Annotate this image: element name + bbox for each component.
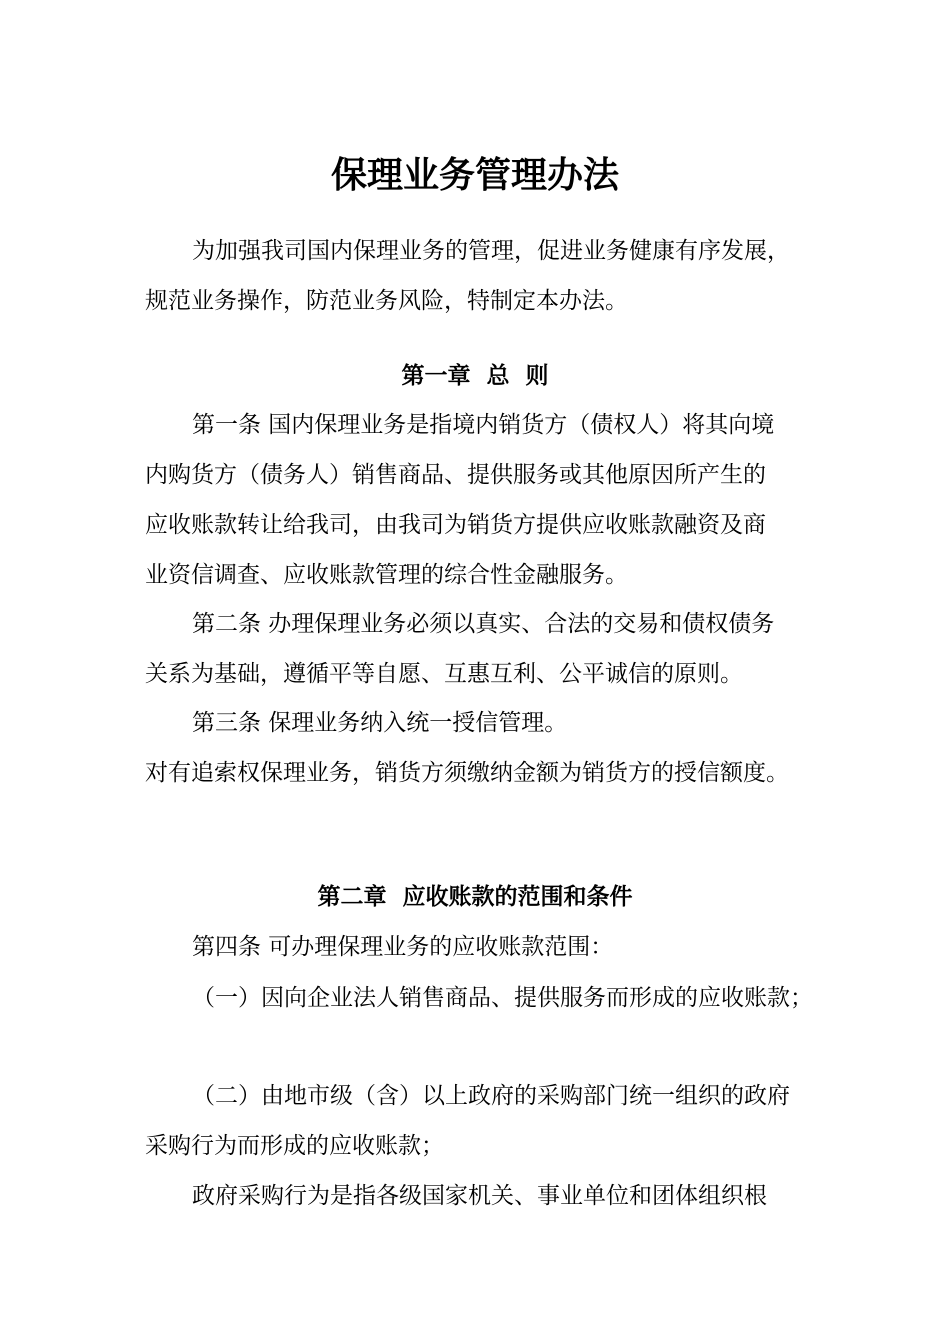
item1-line: （一）因向企业法人销售商品、提供服务而形成的应收账款； (192, 985, 813, 1011)
preamble-line-2: 规范业务操作，防范业务风险，特制定本办法。 (145, 288, 628, 314)
item2-line-2: 采购行为而形成的应收账款； (145, 1133, 444, 1159)
article1-line-4: 业资信调查、应收账款管理的综合性金融服务。 (145, 562, 628, 588)
article1-line-3: 应收账款转让给我司，由我司为销货方提供应收账款融资及商 (145, 512, 766, 538)
article2-line-1: 第二条 办理保理业务必须以真实、合法的交易和债权债务 (192, 611, 775, 637)
item2-line-1: （二）由地市级（含）以上政府的采购部门统一组织的政府 (192, 1083, 790, 1109)
chapter1-heading: 第一章 总 则 (401, 362, 549, 389)
preamble-line-1: 为加强我司国内保理业务的管理，促进业务健康有序发展， (192, 238, 790, 264)
gov-procurement-line: 政府采购行为是指各级国家机关、事业单位和团体组织根 (192, 1183, 767, 1209)
article3-note-line: 对有追索权保理业务，销货方须缴纳金额为销货方的授信额度。 (145, 760, 789, 786)
article4-line: 第四条 可办理保理业务的应收账款范围： (192, 934, 614, 960)
article1-line-1: 第一条 国内保理业务是指境内销货方（债权人）将其向境 (192, 412, 775, 438)
article2-line-2: 关系为基础，遵循平等自愿、互惠互利、公平诚信的原则。 (145, 661, 743, 687)
document-title: 保理业务管理办法 (330, 154, 619, 196)
chapter2-heading: 第二章 应收账款的范围和条件 (317, 883, 633, 910)
article3-line: 第三条 保理业务纳入统一授信管理。 (192, 710, 568, 736)
article1-line-2: 内购货方（债务人）销售商品、提供服务或其他原因所产生的 (145, 462, 766, 488)
